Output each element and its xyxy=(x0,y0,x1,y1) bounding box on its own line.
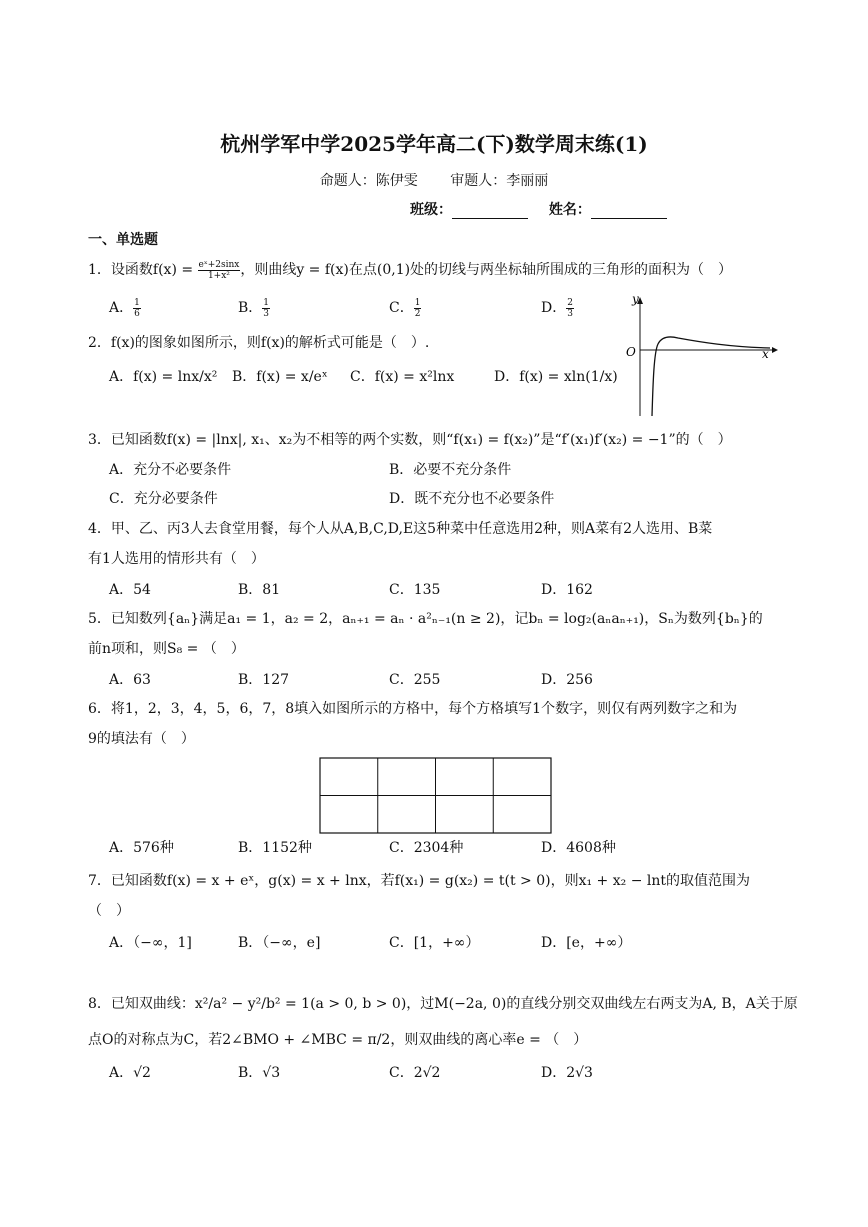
q2-option-a[interactable]: A．f(x) = lnx/x² xyxy=(109,369,218,385)
q7-option-b[interactable]: B．（−∞，e] xyxy=(238,935,321,951)
q1-d-den: 3 xyxy=(567,308,573,319)
q1-option-d[interactable] xyxy=(541,297,574,319)
q3-option-c[interactable]: C．充分必要条件 xyxy=(109,491,218,507)
question-1-stem xyxy=(88,259,732,281)
q7-option-a[interactable]: A．（−∞，1] xyxy=(109,935,192,951)
function-curve xyxy=(652,337,770,416)
author: 命题人：陈伊雯 xyxy=(319,173,418,189)
question-7-stem-line2: （ ） xyxy=(88,903,130,919)
q2-function-graph xyxy=(620,292,780,420)
name-blank[interactable] xyxy=(591,204,667,219)
q6-grid xyxy=(319,757,553,835)
q5-option-c[interactable]: C．255 xyxy=(389,672,441,688)
q1-fraction xyxy=(198,260,241,281)
q1-option-c-letter: C． xyxy=(389,300,414,316)
q2-option-c[interactable]: C．f(x) = x²lnx xyxy=(350,369,455,385)
q8-option-d[interactable]: D．2√3 xyxy=(541,1065,593,1081)
q1-c-den: 2 xyxy=(414,308,421,319)
q8-option-c[interactable]: C．2√2 xyxy=(389,1065,441,1081)
q1-option-a[interactable] xyxy=(109,297,141,319)
name-label: 姓名： xyxy=(548,202,591,218)
q5-option-a[interactable]: A．63 xyxy=(109,672,151,688)
q3-option-b[interactable]: B．必要不充分条件 xyxy=(389,462,512,478)
question-4-stem-line1: 4．甲、乙、丙3人去食堂用餐，每个人从A,B,C,D,E这5种菜中任意选用2种，则A菜有2人选用、B菜 xyxy=(88,521,713,537)
x-axis-arrow xyxy=(772,347,778,353)
q4-option-d[interactable]: D．162 xyxy=(541,582,593,598)
q1-option-b-letter: B． xyxy=(238,300,263,316)
q1-option-d-letter: D． xyxy=(541,300,567,316)
q1-a-den: 6 xyxy=(134,308,140,319)
author-line xyxy=(0,170,868,190)
q8-option-b[interactable]: B．√3 xyxy=(238,1065,281,1081)
question-7-stem-line1: 7．已知函数f(x) = x + eˣ，g(x) = x + lnx，若f(x₁) = g(x₂) = t(t > 0)，则x₁ + x₂ − lnt的取值范围为 xyxy=(88,873,750,889)
x-axis-label: x xyxy=(762,347,769,361)
class-name-line xyxy=(410,199,683,219)
question-5-stem-line1: 5．已知数列{aₙ}满足a₁ = 1，a₂ = 2，aₙ₊₁ = aₙ · a²ₙ₋₁(n ≥ 2)，记bₙ = log₂(aₙaₙ₊₁)，Sₙ为数列{bₙ}的 xyxy=(88,611,763,627)
q6-option-d[interactable]: D．4608种 xyxy=(541,840,616,856)
q1-frac-den: 1+x² xyxy=(207,270,230,281)
y-axis-label: y xyxy=(632,292,639,306)
q7-option-c[interactable]: C．[1，+∞） xyxy=(389,935,480,951)
q4-option-c[interactable]: C．135 xyxy=(389,582,441,598)
q5-option-d[interactable]: D．256 xyxy=(541,672,593,688)
q1-option-c[interactable] xyxy=(389,297,421,319)
q6-option-b[interactable]: B．1152种 xyxy=(238,840,312,856)
question-5-stem-line2: 前n项和，则S₈ = （ ） xyxy=(88,641,245,657)
q1-option-b[interactable] xyxy=(238,297,270,319)
class-blank[interactable] xyxy=(452,204,528,219)
q6-option-a[interactable]: A．576种 xyxy=(109,840,174,856)
q1-b-num: 1 xyxy=(263,297,270,308)
q1-stem-b: ，则曲线y = f(x)在点(0,1)处的切线与两坐标轴所围成的三角形的面积为（ ） xyxy=(240,262,733,278)
q2-option-d[interactable]: D．f(x) = xln(1/x) xyxy=(494,369,618,385)
question-6-stem-line2: 9的填法有（ ） xyxy=(88,731,195,747)
question-8-stem-line2: 点O的对称点为C，若2∠BMO + ∠MBC = π/2，则双曲线的离心率e = （ ） xyxy=(88,1032,588,1048)
question-6-stem-line1: 6．将1，2，3，4，5，6，7，8填入如图所示的方格中，每个方格填写1个数字，则仅有两列数字之和为 xyxy=(88,701,738,717)
q7-option-d[interactable]: D．[e，+∞） xyxy=(541,935,632,951)
q1-a-num: 1 xyxy=(134,297,140,308)
question-2-stem: 2．f(x)的图象如图所示，则f(x)的解析式可能是（ ）. xyxy=(88,335,430,351)
page-title: 杭州学军中学2025学年高二(下)数学周末练(1) xyxy=(220,132,648,156)
reviewer: 审题人：李丽丽 xyxy=(450,173,549,189)
section-title: 一、单选题 xyxy=(88,232,158,248)
q1-option-a-letter: A． xyxy=(109,300,134,316)
q1-c-num: 1 xyxy=(414,297,421,308)
q4-option-b[interactable]: B．81 xyxy=(238,582,281,598)
q3-option-a[interactable]: A．充分不必要条件 xyxy=(109,462,232,478)
q5-option-b[interactable]: B．127 xyxy=(238,672,290,688)
q4-option-a[interactable]: A．54 xyxy=(109,582,151,598)
q3-option-d[interactable]: D．既不充分也不必要条件 xyxy=(389,491,555,507)
question-4-stem-line2: 有1人选用的情形共有（ ） xyxy=(88,551,265,567)
q1-d-num: 2 xyxy=(567,297,573,308)
class-label: 班级： xyxy=(410,202,452,218)
question-3-stem: 3．已知函数f(x) = |lnx|, x₁、x₂为不相等的两个实数，则“f(x₁) = f(x₂)”是“f′(x₁)f′(x₂) = −1”的（ ） xyxy=(88,432,732,448)
question-8-stem-line1: 8．已知双曲线：x²/a² − y²/b² = 1(a > 0, b > 0)，过M(−2a, 0)的直线分别交双曲线左右两支为A, B，A关于原 xyxy=(88,996,798,1012)
q8-option-a[interactable]: A．√2 xyxy=(109,1065,151,1081)
q6-option-c[interactable]: C．2304种 xyxy=(389,840,464,856)
q1-frac-num: eˣ+2sinx xyxy=(198,259,240,270)
q2-option-b[interactable]: B．f(x) = x/eˣ xyxy=(232,369,328,385)
q1-stem-a: 1．设函数f(x) = xyxy=(88,262,198,278)
origin-label: O xyxy=(626,345,636,359)
q1-b-den: 3 xyxy=(263,308,270,319)
